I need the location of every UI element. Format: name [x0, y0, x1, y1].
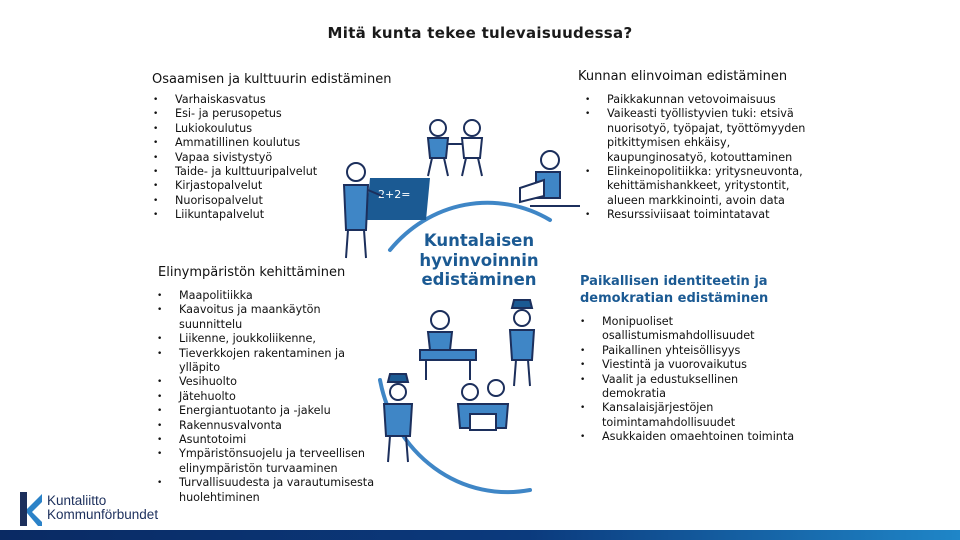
- list-item: • Kaavoitus ja maankäytön suunnittelu: [157, 303, 382, 332]
- list-item: • Maapolitiikka: [157, 289, 382, 303]
- logo-text-line2: Kommunförbundet: [47, 507, 159, 522]
- list-item: • Paikkakunnan vetovoimaisuus: [585, 93, 825, 107]
- center-heading: [404, 231, 554, 290]
- list-item: • Vaalit ja edustuksellinen demokratia: [580, 373, 795, 402]
- section-heading-elinymparisto: Elinympäristön kehittäminen: [158, 265, 346, 280]
- board-text: 2+2=: [378, 188, 411, 201]
- list-identiteetti: [580, 315, 795, 445]
- list-item: • Liikenne, joukkoliikenne,: [157, 332, 382, 346]
- list-item: • Tieverkkojen rakentaminen ja ylläpito: [157, 347, 382, 376]
- list-item: • Vesihuolto: [157, 375, 382, 389]
- plumber-figure-icon: [384, 374, 412, 462]
- chalkboard-icon: [366, 178, 430, 220]
- list-item: • Nuorisopalvelut: [153, 194, 383, 208]
- children-figures-icon: [428, 120, 482, 176]
- list-item: • Elinkeinopolitiikka: yritysneuvonta, kehittämishankkeet, yritystontit, alueen markkinointi, avoin data: [585, 165, 825, 208]
- laptop-people-icon: [458, 380, 508, 430]
- list-item: • Vaikeasti työllistyvien tuki: etsivä nuorisotyö, työpajat, työttömyyden pitkittymisen ehkäisy, kaupunginosatyö, kotouttaminen: [585, 107, 825, 165]
- reader-figure-icon: [520, 151, 580, 206]
- list-item: • Asuntotoimi: [157, 433, 382, 447]
- list-item: • Taide- ja kulttuuripalvelut: [153, 165, 383, 179]
- page-title: Mitä kunta tekee tulevaisuudessa?: [327, 24, 633, 42]
- section-heading-osaaminen: Osaamisen ja kulttuurin edistäminen: [152, 72, 392, 87]
- list-item: • Ammatillinen koulutus: [153, 136, 383, 150]
- center-heading-line2: hyvinvoinnin: [419, 250, 539, 270]
- center-heading-line1: Kuntalaisen: [423, 231, 535, 250]
- identiteetti-heading-line2: demokratian edistäminen: [580, 291, 769, 306]
- section-heading-elinvoima: Kunnan elinvoiman edistäminen: [578, 69, 788, 84]
- list-item: • Jätehuolto: [157, 390, 382, 404]
- worker-figure-icon: [510, 300, 534, 386]
- list-item: • Paikallinen yhteisöllisyys: [580, 344, 795, 358]
- list-item: • Asukkaiden omaehtoinen toiminta: [580, 430, 795, 444]
- identiteetti-heading-line1: Paikallisen identiteetin ja: [580, 274, 768, 289]
- planner-figure-icon: [420, 311, 476, 380]
- list-item: • Ympäristönsuojelu ja terveellisen elinympäristön turvaaminen: [157, 447, 382, 476]
- list-item: • Kirjastopalvelut: [153, 179, 383, 193]
- illustration: [330, 110, 590, 530]
- list-item: • Esi- ja perusopetus: [153, 107, 383, 121]
- list-item: • Liikuntapalvelut: [153, 208, 383, 222]
- center-heading-line3: edistäminen: [421, 270, 537, 289]
- list-item: • Viestintä ja vuorovaikutus: [580, 358, 795, 372]
- list-item: • Rakennusvalvonta: [157, 419, 382, 433]
- list-elinvoima: [585, 93, 825, 223]
- list-item: • Vapaa sivistystyö: [153, 151, 383, 165]
- list-item: • Energiantuotanto ja -jakelu: [157, 404, 382, 418]
- kuntaliitto-logo: [16, 492, 216, 528]
- kuntaliitto-logo-icon: [16, 492, 44, 526]
- list-item: • Lukiokoulutus: [153, 122, 383, 136]
- list-item: • Turvallisuudesta ja varautumisesta huolehtiminen: [157, 476, 382, 505]
- list-item: • Varhaiskasvatus: [153, 93, 383, 107]
- list-item: • Monipuoliset osallistumismahdollisuudet: [580, 315, 795, 344]
- list-item: • Kansalaisjärjestöjen toimintamahdollisuudet: [580, 401, 795, 430]
- bottom-bar: [0, 530, 960, 540]
- section-heading-identiteetti: [580, 273, 768, 307]
- logo-text-line1: Kuntaliitto: [47, 493, 107, 508]
- list-item: • Resurssiviisaat toimintatavat: [585, 208, 825, 222]
